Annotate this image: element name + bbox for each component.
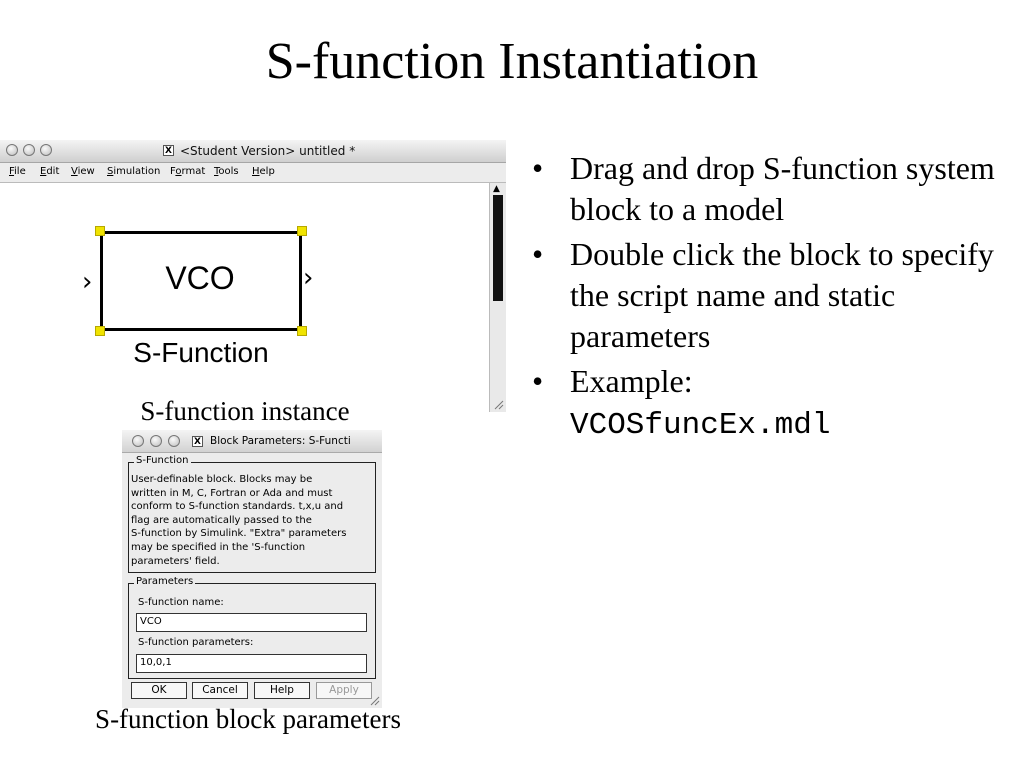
menu-format[interactable]: Format <box>170 166 206 177</box>
dialog-titlebar <box>122 430 382 453</box>
s-function-name-input[interactable]: VCO <box>136 613 367 632</box>
resize-handle-top-right[interactable] <box>297 226 307 236</box>
model-window <box>0 140 506 412</box>
dialog-minimize-icon[interactable] <box>150 435 162 447</box>
dialog-title: Block Parameters: S-Functi <box>210 435 351 447</box>
maximize-window-icon[interactable] <box>40 144 52 156</box>
parameters-group-legend: Parameters <box>136 576 194 587</box>
caption-parameters: S-function block parameters <box>95 704 401 734</box>
cancel-button[interactable]: Cancel <box>192 682 248 699</box>
bullet-text: Drag and drop S-function system block to a model <box>570 150 995 227</box>
resize-handle-bottom-right[interactable] <box>297 326 307 336</box>
menu-file[interactable]: File <box>9 166 26 177</box>
close-window-icon[interactable] <box>6 144 18 156</box>
block-description: User-definable block. Blocks may be written in M, C, Fortran or Ada and must conform to S-function standards. t,x,u and flag are automatically passed to the S-function by Simulink. "Extra" parameters may be specified in the 'S-function parameters' field. <box>131 474 347 567</box>
bullet-item <box>532 148 1016 230</box>
example-filename: VCOSfuncEx.mdl <box>570 408 831 443</box>
menu-help[interactable]: Help <box>252 166 275 177</box>
caption-instance: S-function instance <box>140 396 350 426</box>
ok-button[interactable]: OK <box>131 682 187 699</box>
menu-simulation[interactable]: Simulation <box>107 166 161 177</box>
minimize-window-icon[interactable] <box>23 144 35 156</box>
apply-button[interactable]: Apply <box>316 682 372 699</box>
scroll-up-arrow-icon[interactable]: ▲ <box>493 184 500 194</box>
menu-tools[interactable]: Tools <box>214 166 239 177</box>
menu-view[interactable]: View <box>71 166 95 177</box>
help-button[interactable]: Help <box>254 682 310 699</box>
dialog-close-icon[interactable] <box>132 435 144 447</box>
slide-title: S-function Instantiation <box>265 33 759 90</box>
menu-edit[interactable]: Edit <box>40 166 60 177</box>
dialog-maximize-icon[interactable] <box>168 435 180 447</box>
model-canvas[interactable] <box>0 183 489 412</box>
window-titlebar <box>0 140 506 163</box>
input-port-icon[interactable]: › <box>82 267 93 297</box>
s-function-name-label: S-function name: <box>138 597 224 608</box>
menu-bar <box>0 163 506 183</box>
output-port-icon[interactable]: › <box>303 263 314 293</box>
resize-handle-top-left[interactable] <box>95 226 105 236</box>
s-function-parameters-label: S-function parameters: <box>138 637 254 648</box>
bullet-text: Double click the block to specify the script name and static parameters <box>570 236 994 354</box>
x11-app-icon: X <box>192 436 203 447</box>
resize-handle-bottom-left[interactable] <box>95 326 105 336</box>
window-title: <Student Version> untitled * <box>180 144 356 158</box>
vertical-scrollbar[interactable] <box>489 183 506 412</box>
block-label: S-Function <box>133 337 269 368</box>
x11-app-icon: X <box>163 145 174 156</box>
block-parameters-dialog <box>122 430 382 708</box>
bullet-dot-icon: • <box>532 150 544 186</box>
bullet-item <box>532 361 1016 446</box>
s-function-parameters-input[interactable]: 10,0,1 <box>136 654 367 673</box>
bullet-list <box>532 148 1016 450</box>
bullet-dot-icon: • <box>532 236 544 272</box>
bullet-dot-icon: • <box>532 363 544 399</box>
scrollbar-thumb[interactable] <box>493 195 503 301</box>
resize-grip-icon[interactable] <box>494 400 504 410</box>
bullet-text: Example: <box>570 363 693 399</box>
s-function-group-legend: S-Function <box>136 455 189 466</box>
bullet-item <box>532 234 1016 357</box>
block-name: VCO <box>165 260 235 296</box>
